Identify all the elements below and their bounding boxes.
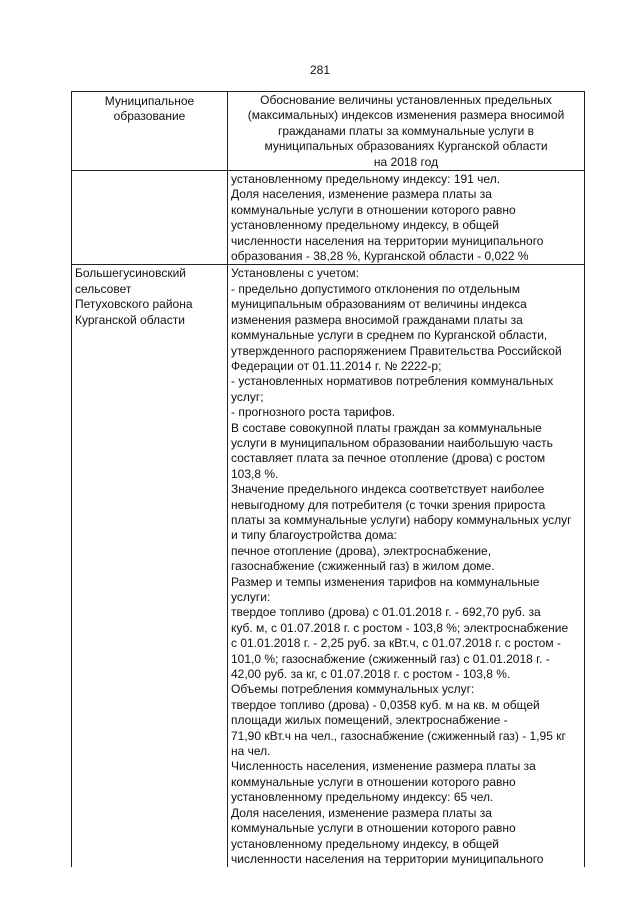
text-line: сельсовет <box>75 281 132 296</box>
text-line: площади жилых помещений, электроснабжение - <box>231 713 508 728</box>
text-line: образования - 38,28 %, Курганской области - 0,022 % <box>231 249 529 264</box>
text-line: Численность населения, изменение размера платы за <box>231 759 536 774</box>
text-line: Петуховского района <box>75 297 193 312</box>
text-line: (максимальных) индексов изменения размера вносимой <box>247 108 565 123</box>
text-line: Значение предельного индекса соответствует наиболее <box>231 482 545 497</box>
text-line: Муниципальное <box>104 94 195 108</box>
text-line: коммунальные услуги в отношении которого равно <box>231 821 516 836</box>
text-line: численности населения на территории муниципального <box>231 233 544 248</box>
table-row <box>72 171 585 265</box>
text-line: Курганской области <box>75 312 185 327</box>
text-line: твердое топливо (дрова) с 01.01.2018 г. - 692,70 руб. за <box>231 605 541 620</box>
text-line: на 2018 год <box>373 154 439 169</box>
table-row <box>72 265 585 867</box>
text-line: 101,0 %; газоснабжение (сжиженный газ) с 01.01.2018 г. - <box>231 651 550 666</box>
text-line: куб. м, с 01.07.2018 г. с ростом - 103,8 %; электроснабжение <box>231 620 569 635</box>
text-line: услуги в муниципальном образовании наибольшую часть <box>231 435 553 450</box>
text-line: изменения размера вносимой гражданами платы за <box>231 312 523 327</box>
text-line: Доля населения, изменение размера платы за <box>231 187 492 202</box>
text-line: - прогнозного роста тарифов. <box>231 405 396 420</box>
text-line: Доля населения, изменение размера платы за <box>231 805 492 820</box>
text-line: твердое топливо (дрова) - 0,0358 куб. м на кв. м общей <box>231 697 540 712</box>
justification-table <box>71 91 585 867</box>
text-line: установленному предельному индексу, в общей <box>231 218 499 233</box>
text-line: 71,90 кВт.ч на чел., газоснабжение (сжиженный газ) - 1,95 кг <box>231 728 566 743</box>
text-line: печное отопление (дрова), электроснабжение, <box>231 543 492 558</box>
header-justification <box>228 92 585 171</box>
text-line: Большегусиновский <box>75 266 186 281</box>
text-line: Федерации от 01.11.2014 г. № 2222-р; <box>231 358 442 373</box>
text-line: коммунальные услуги в отношении которого равно <box>231 202 516 217</box>
text-line: установленному предельному индексу: 65 чел. <box>231 790 494 805</box>
municipality-cell <box>72 265 228 867</box>
municipality-cell <box>72 171 228 265</box>
text-line: утвержденного распоряжением Правительства Российской <box>231 343 562 358</box>
text-line: гражданами платы за коммунальные услуги в <box>277 123 535 138</box>
text-line: с 01.01.2018 г. - 2,25 руб. за кВт.ч, с 01.07.2018 г. с ростом - <box>231 636 561 651</box>
text-line: составляет плата за печное отопление (дрова) с ростом <box>231 451 546 466</box>
text-line: газоснабжение (сжиженный газ) в жилом доме. <box>231 559 495 574</box>
text-line: коммунальные услуги в среднем по Курганской области, <box>231 328 548 343</box>
text-line: образование <box>113 109 186 124</box>
text-line: установленному предельному индексу: 191 чел. <box>231 172 501 187</box>
text-line: установленному предельному индексу, в общей <box>231 836 499 851</box>
text-line: муниципальным образованиям от величины индекса <box>231 297 527 312</box>
text-line: Объемы потребления коммунальных услуг: <box>231 682 475 697</box>
text-line: 103,8 %. <box>231 466 279 481</box>
text-line: и типу благоустройства дома: <box>231 528 397 543</box>
text-line: 42,00 руб. за кг, с 01.07.2018 г. с ростом - 103,8 %. <box>231 667 511 682</box>
text-line: невыгодному для потребителя (с точки зрения прироста <box>231 497 546 512</box>
text-line: Размер и темпы изменения тарифов на коммунальные <box>231 574 540 589</box>
text-line: на чел. <box>231 744 271 759</box>
text-line: услуг; <box>231 389 264 404</box>
text-line: Обоснование величины установленных предельных <box>260 93 552 107</box>
text-line: - установленных нормативов потребления коммунальных <box>231 374 554 389</box>
text-line: муниципальных образованиях Курганской области <box>264 139 548 154</box>
text-line: коммунальные услуги в отношении которого равно <box>231 774 516 789</box>
justification-cell <box>228 171 585 265</box>
table-header-row <box>72 92 585 171</box>
justification-cell <box>228 265 585 867</box>
text-line: В составе совокупной платы граждан за коммунальные <box>231 420 542 435</box>
text-line: - предельно допустимого отклонения по отдельным <box>231 281 520 296</box>
page-number: 281 <box>309 63 331 77</box>
text-line: платы за коммунальные услуги) набору коммунальных услуг <box>231 512 572 527</box>
text-line: численности населения на территории муниципального <box>231 851 544 866</box>
text-line: Установлены с учетом: <box>231 266 359 281</box>
header-municipality <box>72 92 228 171</box>
text-line: услуги: <box>231 590 271 604</box>
